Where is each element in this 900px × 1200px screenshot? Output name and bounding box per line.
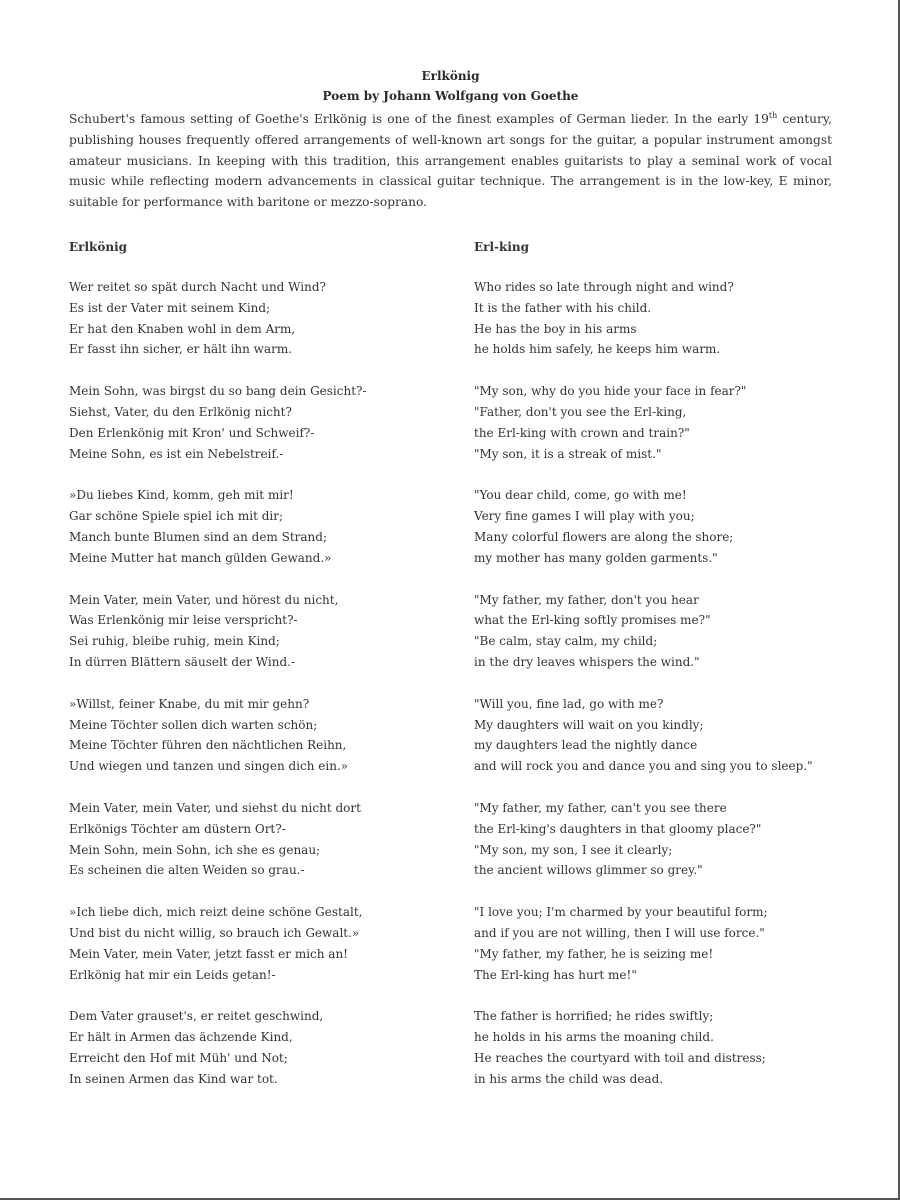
english-verse-line: "My father, my father, he is seizing me! bbox=[474, 946, 714, 961]
german-verse-line: Manch bunte Blumen sind an dem Strand; bbox=[69, 530, 327, 545]
german-verse-line: Siehst, Vater, du den Erlkönig nicht? bbox=[69, 405, 292, 420]
english-verse-line: The father is horrified; he rides swiftly; bbox=[474, 1009, 714, 1024]
german-stanza bbox=[69, 277, 439, 360]
english-verse-line: my daughters lead the nightly dance bbox=[474, 738, 698, 753]
german-verse-line: Dem Vater grauset's, er reitet geschwind, bbox=[69, 1009, 324, 1024]
german-stanza bbox=[69, 590, 439, 673]
german-verse-line: Erreicht den Hof mit Müh' und Not; bbox=[69, 1050, 288, 1065]
german-verse-line: Erlkönigs Töchter am düstern Ort?- bbox=[69, 821, 286, 836]
english-stanza bbox=[474, 902, 834, 985]
german-verse-line: Mein Vater, mein Vater, und siehst du nicht dort bbox=[69, 800, 361, 815]
english-verse-line: he holds him safely, he keeps him warm. bbox=[474, 342, 721, 357]
english-verse-line: He has the boy in his arms bbox=[474, 321, 637, 336]
english-verse-line: "I love you; I'm charmed by your beautiful form; bbox=[474, 905, 768, 920]
english-verse-line: "My father, my father, can't you see there bbox=[474, 800, 727, 815]
english-verse-line: and if you are not willing, then I will use force." bbox=[474, 925, 765, 940]
german-verse-line: Mein Vater, mein Vater, und hörest du nicht, bbox=[69, 592, 339, 607]
german-column bbox=[69, 237, 439, 1111]
poem-columns bbox=[69, 237, 832, 1117]
german-stanza bbox=[69, 798, 439, 881]
english-stanza bbox=[474, 485, 834, 568]
english-stanza bbox=[474, 694, 834, 777]
intro-text-end: century, publishing houses frequently offered arrangements of well-known art songs for the guitar, a popular instrument amongst amateur musicians. In keeping with this tradition, this arrangement enables guitarists to play a seminal work of vocal music while reflecting modern advancements in classical guitar technique. The arrangement is in the low-key, E minor, suitable for performance with baritone or mezzo-soprano. bbox=[69, 112, 832, 210]
english-verse-line: The Erl-king has hurt me!" bbox=[474, 967, 637, 982]
english-stanza bbox=[474, 381, 834, 464]
german-verse-line: Es ist der Vater mit seinem Kind; bbox=[69, 300, 271, 315]
document-subtitle: Poem by Johann Wolfgang von Goethe bbox=[322, 89, 579, 103]
german-verse-line: Sei ruhig, bleibe ruhig, mein Kind; bbox=[69, 634, 280, 649]
english-verse-line: the ancient willows glimmer so grey." bbox=[474, 863, 703, 878]
english-stanza bbox=[474, 590, 834, 673]
german-stanzas bbox=[69, 277, 439, 1090]
german-verse-line: Wer reitet so spät durch Nacht und Wind? bbox=[69, 280, 326, 295]
german-verse-line: Er hält in Armen das ächzende Kind, bbox=[69, 1030, 293, 1045]
english-verse-line: the Erl-king with crown and train?" bbox=[474, 425, 690, 440]
german-verse-line: Und bist du nicht willig, so brauch ich Gewalt.» bbox=[69, 925, 360, 940]
english-verse-line: "Be calm, stay calm, my child; bbox=[474, 634, 658, 649]
english-verse-line: my mother has many golden garments." bbox=[474, 550, 718, 565]
german-verse-line: Erlkönig hat mir ein Leids getan!- bbox=[69, 967, 276, 982]
english-column bbox=[474, 237, 834, 1111]
english-verse-line: in the dry leaves whispers the wind." bbox=[474, 655, 700, 669]
english-stanzas bbox=[474, 277, 834, 1090]
english-stanza bbox=[474, 277, 834, 360]
english-verse-line: He reaches the courtyard with toil and distress; bbox=[474, 1050, 766, 1065]
document-page bbox=[69, 66, 832, 1117]
english-verse-line: "My father, my father, don't you hear bbox=[474, 592, 699, 607]
german-verse-line: Mein Sohn, was birgst du so bang dein Gesicht?- bbox=[69, 384, 367, 399]
german-verse-line: Was Erlenkönig mir leise verspricht?- bbox=[69, 613, 298, 628]
english-verse-line: "My son, it is a streak of mist." bbox=[474, 446, 662, 461]
english-verse-line: "You dear child, come, go with me! bbox=[474, 488, 687, 503]
english-verse-line: "My son, my son, I see it clearly; bbox=[474, 842, 673, 857]
german-stanza bbox=[69, 381, 439, 464]
german-verse-line: Es scheinen die alten Weiden so grau.- bbox=[69, 863, 305, 878]
document-title: Erlkönig bbox=[421, 69, 480, 83]
german-verse-line: Mein Sohn, mein Sohn, ich she es genau; bbox=[69, 842, 321, 857]
german-verse-line: Den Erlenkönig mit Kron' und Schweif?- bbox=[69, 425, 315, 440]
intro-superscript: th bbox=[768, 111, 778, 120]
german-verse-line: Gar schöne Spiele spiel ich mit dir; bbox=[69, 509, 284, 524]
english-verse-line: he holds in his arms the moaning child. bbox=[474, 1030, 714, 1045]
german-verse-line: »Willst, feiner Knabe, du mit mir gehn? bbox=[69, 696, 310, 711]
german-verse-line: Meine Mutter hat manch gülden Gewand.» bbox=[69, 550, 332, 565]
german-verse-line: Meine Töchter sollen dich warten schön; bbox=[69, 717, 318, 732]
english-verse-line: Many colorful flowers are along the shore; bbox=[474, 530, 734, 545]
intro-text-start: Schubert's famous setting of Goethe's Erlkönig is one of the finest examples of German lieder. In the early 19 bbox=[69, 112, 769, 127]
english-verse-line: "Father, don't you see the Erl-king, bbox=[474, 405, 687, 420]
german-stanza bbox=[69, 694, 439, 777]
german-stanza bbox=[69, 902, 439, 985]
english-verse-line: Who rides so late through night and wind? bbox=[474, 280, 734, 295]
german-verse-line: In seinen Armen das Kind war tot. bbox=[69, 1071, 278, 1086]
german-verse-line: Und wiegen und tanzen und singen dich ein.» bbox=[69, 759, 349, 774]
german-stanza bbox=[69, 1006, 439, 1089]
german-heading: Erlkönig bbox=[69, 240, 128, 255]
german-verse-line: In dürren Blättern säuselt der Wind.- bbox=[69, 655, 295, 669]
german-verse-line: Meine Töchter führen den nächtlichen Reihn, bbox=[69, 738, 347, 753]
english-verse-line: My daughters will wait on you kindly; bbox=[474, 717, 704, 732]
english-verse-line: the Erl-king's daughters in that gloomy place?" bbox=[474, 821, 762, 836]
english-stanza bbox=[474, 798, 834, 881]
english-verse-line: Very fine games I will play with you; bbox=[474, 509, 695, 524]
german-verse-line: Mein Vater, mein Vater, jetzt fasst er mich an! bbox=[69, 946, 348, 961]
german-verse-line: »Ich liebe dich, mich reizt deine schöne Gestalt, bbox=[69, 905, 363, 920]
intro-paragraph bbox=[69, 106, 832, 213]
english-verse-line: "Will you, fine lad, go with me? bbox=[474, 696, 664, 711]
german-verse-line: Er hat den Knaben wohl in dem Arm, bbox=[69, 321, 296, 336]
english-verse-line: It is the father with his child. bbox=[474, 300, 652, 315]
german-stanza bbox=[69, 485, 439, 568]
english-verse-line: in his arms the child was dead. bbox=[474, 1071, 664, 1086]
english-verse-line: what the Erl-king softly promises me?" bbox=[474, 613, 711, 628]
german-verse-line: Meine Sohn, es ist ein Nebelstreif.- bbox=[69, 446, 284, 461]
english-stanza bbox=[474, 1006, 834, 1089]
english-verse-line: "My son, why do you hide your face in fear?" bbox=[474, 384, 747, 399]
german-verse-line: Er fasst ihn sicher, er hält ihn warm. bbox=[69, 342, 293, 357]
english-verse-line: and will rock you and dance you and sing you to sleep." bbox=[474, 759, 813, 774]
german-verse-line: »Du liebes Kind, komm, geh mit mir! bbox=[69, 488, 294, 503]
english-heading: Erl-king bbox=[474, 240, 529, 255]
